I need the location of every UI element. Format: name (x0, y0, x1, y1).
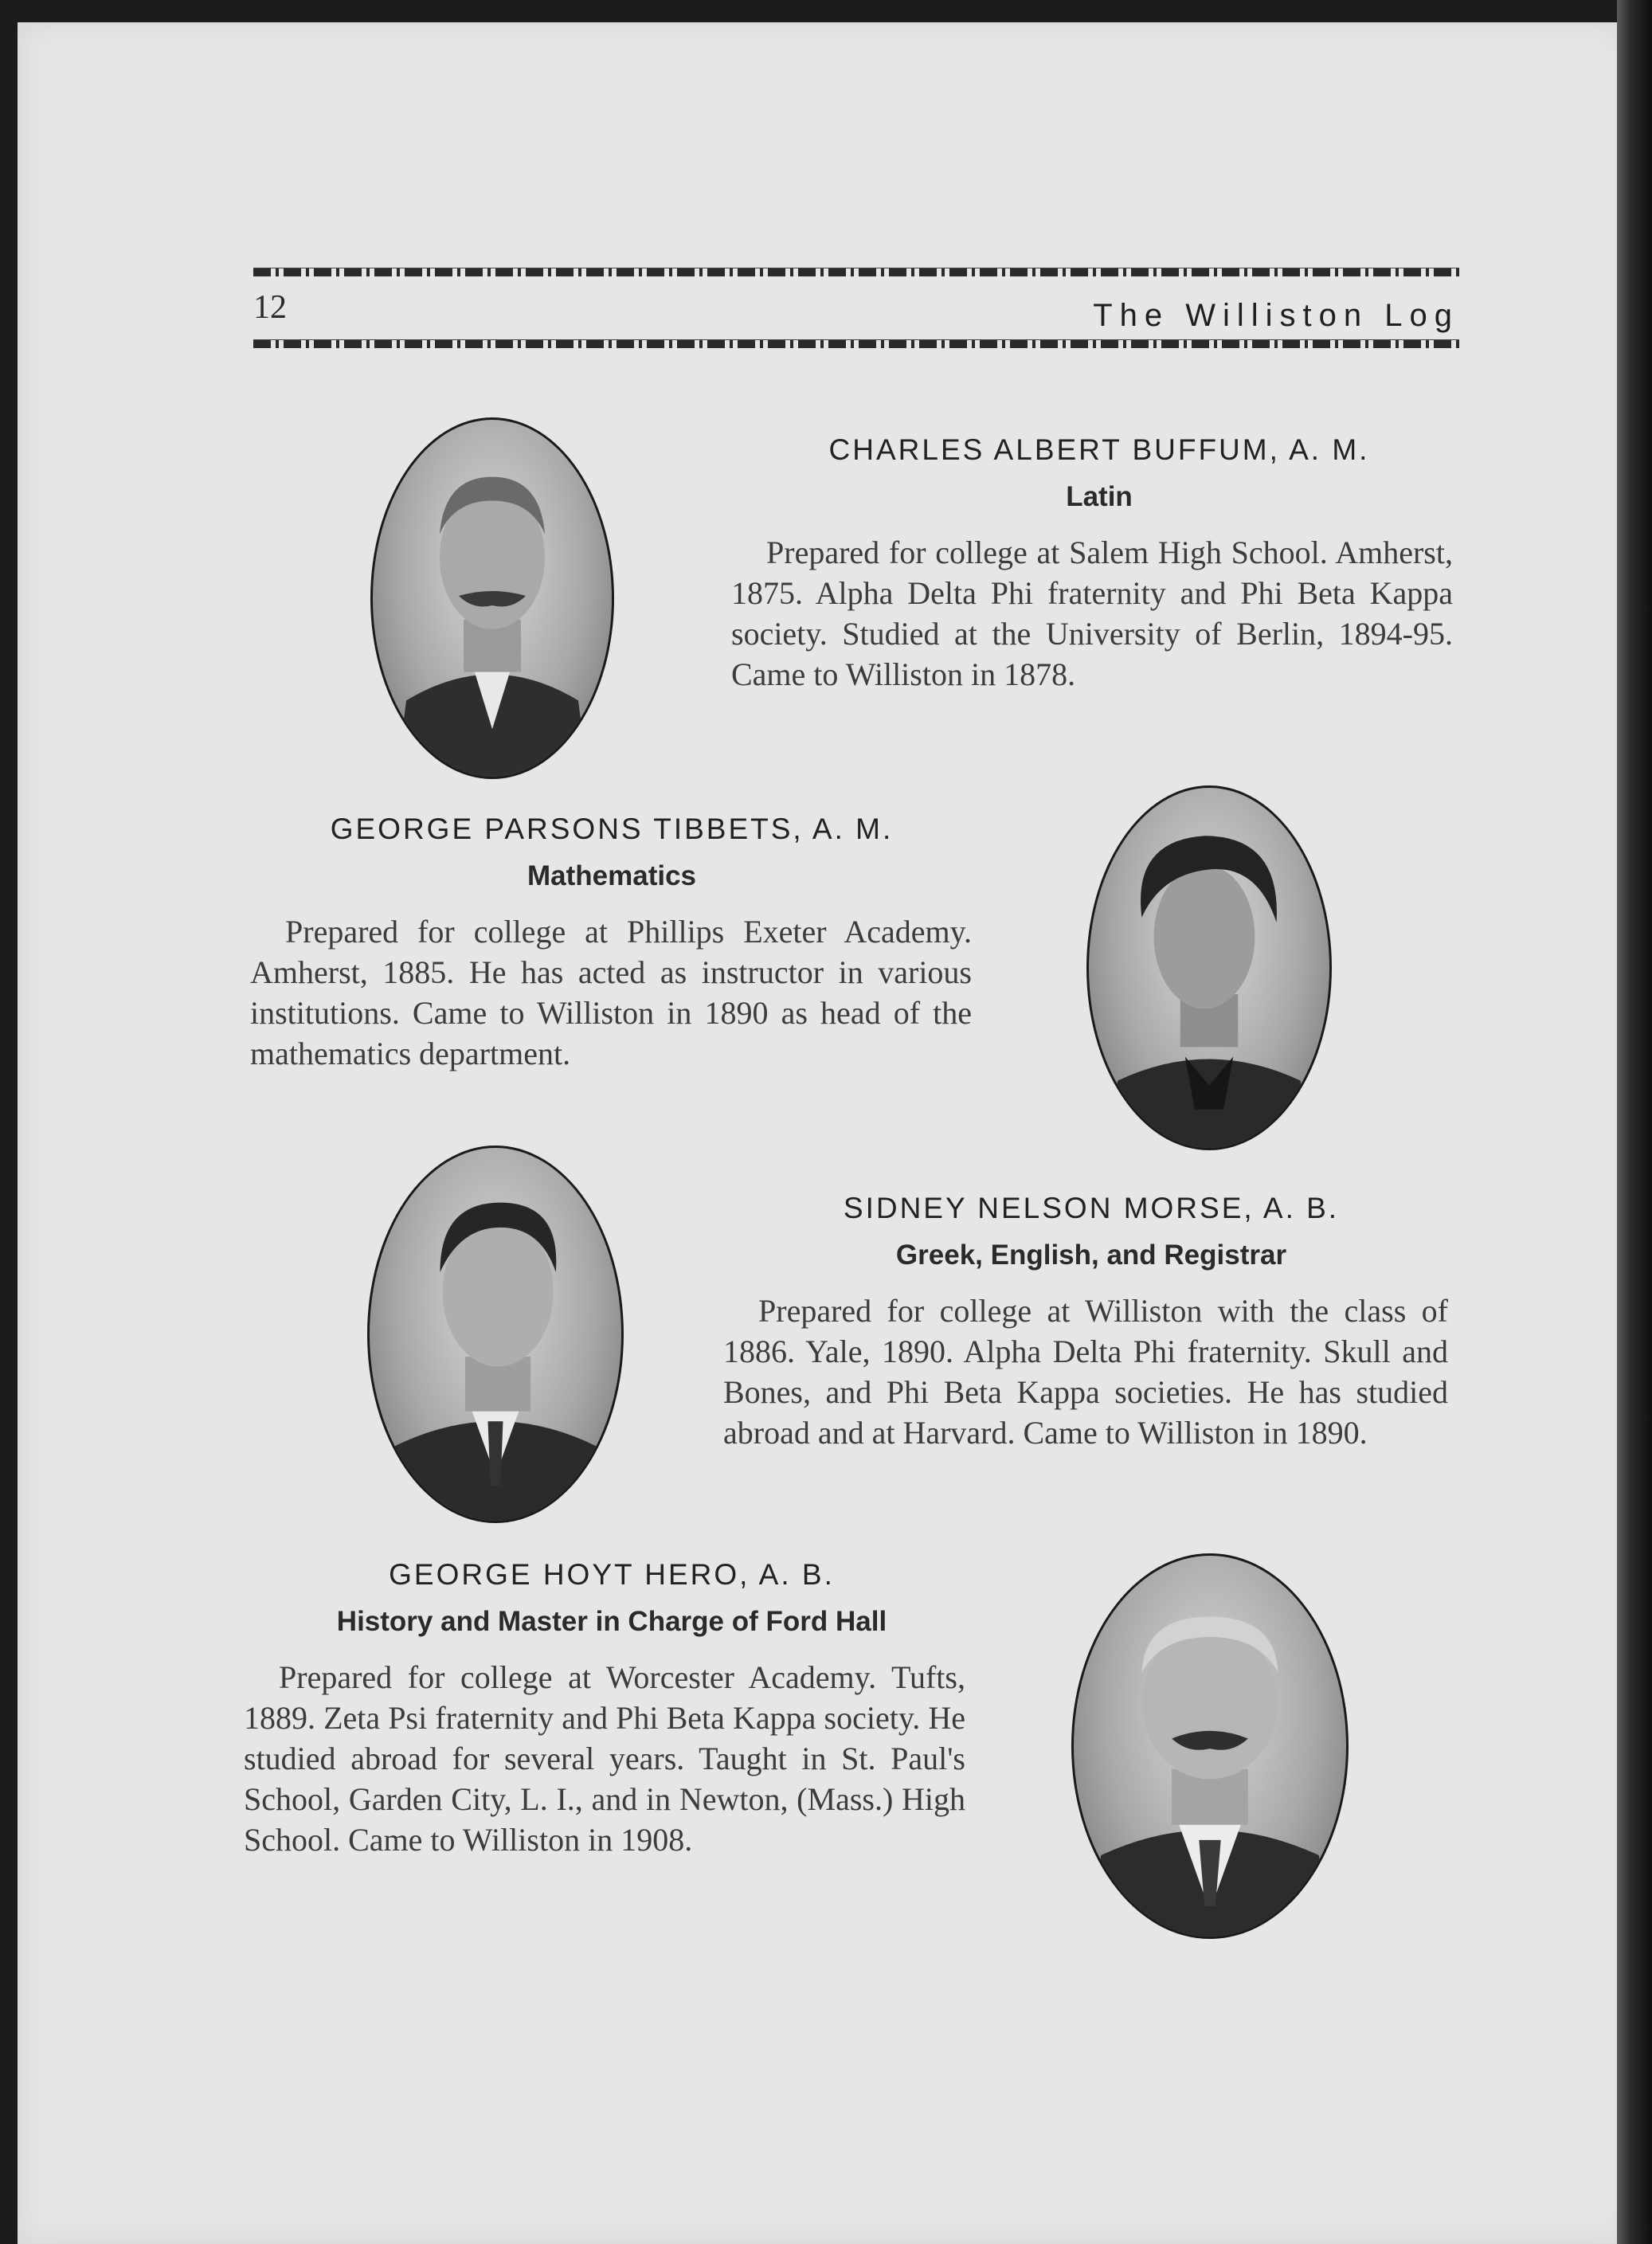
page-number: 12 (253, 289, 287, 326)
book-page (18, 22, 1630, 2244)
portrait-buffum (370, 417, 614, 779)
portrait-morse (367, 1145, 624, 1523)
faculty-subject-3: Greek, English, and Registrar (895, 1239, 1287, 1271)
faculty-bio-4: Prepared for college at Worcester Academy. Tufts, 1889. Zeta Psi fraternity and Phi Beta Kappa society. He studied abroad for several years. Taught in St. Paul's School, Garden City, L. I., and in Newton, (Mass.) High School. Came to Williston in 1908. (244, 1659, 965, 1858)
portrait-tibbets (1086, 785, 1332, 1150)
faculty-subject-2: Mathematics (527, 860, 697, 891)
book-spine (1617, 0, 1652, 2244)
faculty-subject-1: Latin (1066, 481, 1133, 512)
header-rule-bottom (253, 339, 1459, 348)
running-title: The Williston Log (1093, 298, 1459, 333)
faculty-name-3: SIDNEY NELSON MORSE, A. B. (843, 1192, 1340, 1224)
portrait-hero (1071, 1553, 1349, 1939)
faculty-name-2: GEORGE PARSONS TIBBETS, A. M. (330, 813, 894, 845)
faculty-bio-1: Prepared for college at Salem High School. Amherst, 1875. Alpha Delta Phi fraternity and Phi Beta Kappa society. Studied at the University of Berlin, 1894-95. Came to Williston in 1878. (731, 535, 1453, 692)
faculty-subject-4: History and Master in Charge of Ford Hall (336, 1606, 887, 1637)
faculty-name-1: CHARLES ALBERT BUFFUM, A. M. (828, 433, 1370, 466)
header-rule-top (253, 268, 1459, 276)
faculty-bio-2: Prepared for college at Phillips Exeter Academy. Amherst, 1885. He has acted as instructor in various institutions. Came to Williston in 1890 as head of the mathematics department. (250, 914, 972, 1071)
faculty-bio-3: Prepared for college at Williston with the class of 1886. Yale, 1890. Alpha Delta Phi fraternity. Skull and Bones, and Phi Beta Kappa societies. He has studied abroad and at Harvard. Came to Williston in 1890. (723, 1293, 1448, 1451)
faculty-name-4: GEORGE HOYT HERO, A. B. (389, 1558, 835, 1591)
